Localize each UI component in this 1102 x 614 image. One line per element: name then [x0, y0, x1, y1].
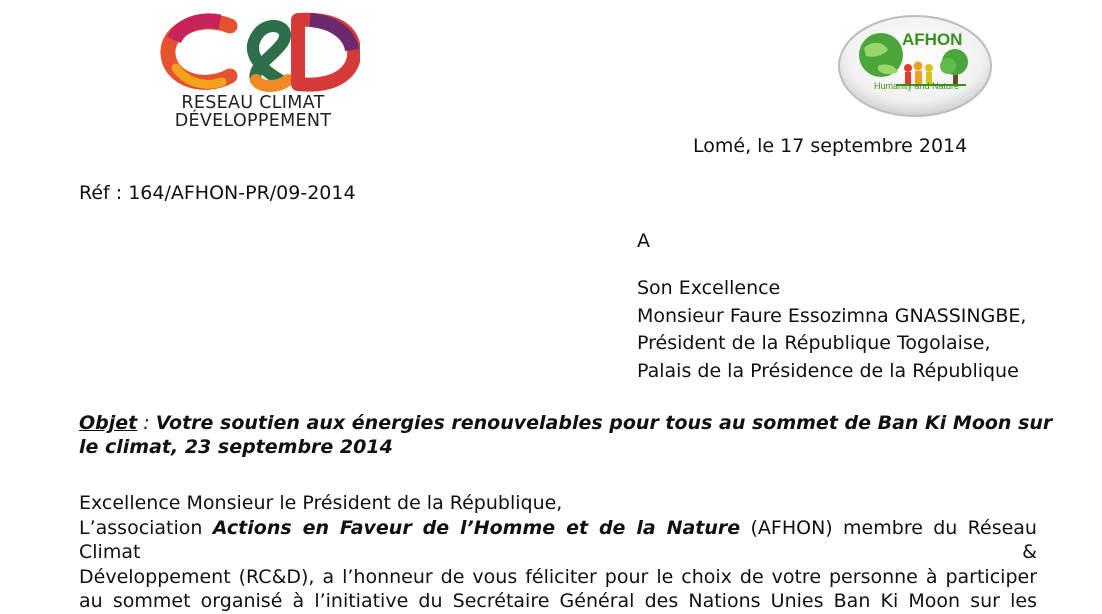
logo-line1: RESEAU CLIMAT: [181, 93, 325, 113]
recipient-line1: Son Excellence: [637, 277, 781, 299]
afhon-logo: [836, 12, 994, 124]
logo-line2: DÉVELOPPEMENT: [174, 111, 332, 131]
subject-text-line2: le climat, 23 septembre 2014: [79, 436, 393, 458]
place-date: Lomé, le 17 septembre 2014: [693, 135, 968, 157]
organization-name: Actions en Faveur de l’Homme et de la Nature: [212, 516, 741, 539]
body-line3: au sommet organisé à l’initiative du Secrétaire Général des Nations Unies Ban Ki Moon sur les: [79, 590, 1037, 612]
subject-separator: :: [137, 412, 156, 434]
recipient-line4: Palais de la Présidence de la République: [637, 360, 1019, 382]
afhon-name: AFHON: [902, 30, 963, 49]
subject: [79, 411, 1053, 459]
body-line1: [79, 516, 1037, 565]
recipient-to: A: [637, 230, 650, 252]
afhon-tagline: Humanity and Nature: [873, 81, 960, 91]
reseau-climat-logo: [160, 10, 360, 135]
salutation: Excellence Monsieur le Président de la République,: [79, 492, 563, 514]
cd-logo-mark-icon: [160, 10, 360, 94]
subject-text-line1: Votre soutien aux énergies renouvelables pour tous au sommet de Ban Ki Moon sur: [155, 412, 1053, 434]
body-line1-a: L’association: [79, 516, 213, 539]
logo-text: [148, 94, 358, 130]
reference: Réf : 164/AFHON-PR/09-2014: [79, 182, 356, 204]
recipient-line2: Monsieur Faure Essozimna GNASSINGBE,: [637, 305, 1027, 327]
letter-body: [79, 491, 1037, 614]
subject-label: Objet: [79, 412, 138, 434]
body-line1-b: (AFHON) membre du Réseau Climat &: [79, 516, 1037, 563]
afhon-badge-icon: [836, 12, 994, 124]
recipient-line3: Président de la République Togolaise,: [637, 332, 991, 354]
body-line2: Développement (RC&D), a l’honneur de vous féliciter pour le choix de votre personne à participer: [79, 565, 1037, 588]
